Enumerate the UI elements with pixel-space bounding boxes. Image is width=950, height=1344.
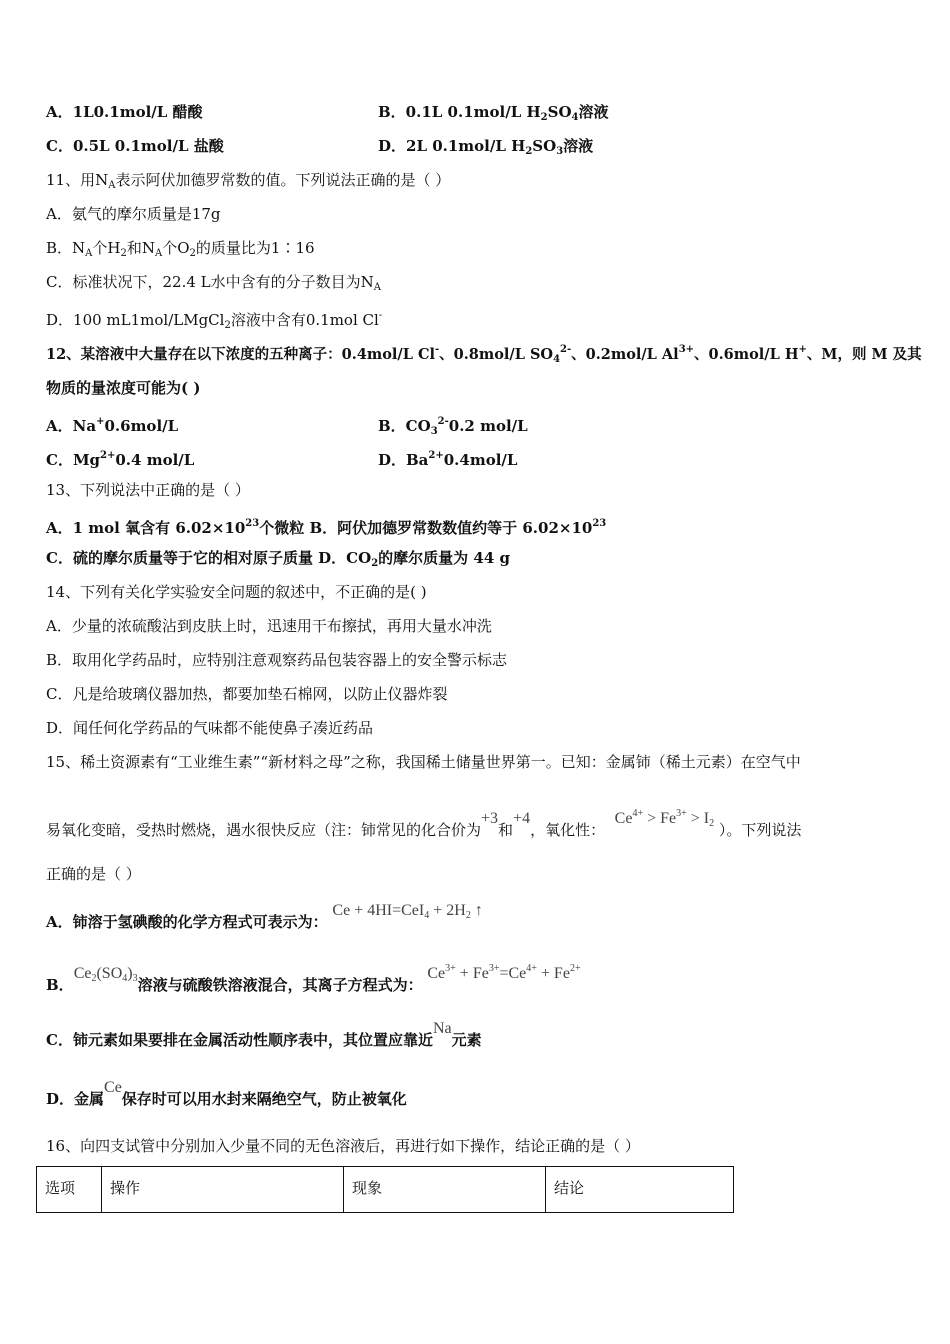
- ionic-equation-b: $Ce^{3+} + Fe^{3+}=Ce^{4+} + Fe^{2+}$: [427, 963, 581, 982]
- q13-stem: 13、下列说法中正确的是（ ）: [46, 481, 250, 499]
- q15-option-d: D．金属Ce保存时可以用水封来隔绝空气，防止被氧化: [46, 1079, 407, 1108]
- header-conclusion: 结论: [546, 1167, 734, 1213]
- q14-option-d: D．闻任何化学药品的气味都不能使鼻子凑近药品: [46, 719, 374, 737]
- q15-stem-3: 正确的是（ ）: [46, 865, 141, 883]
- q10-option-b: B．0.1L 0.1mol/L $H_2SO_4$溶液: [378, 103, 609, 123]
- q15-option-c: C．铈元素如果要排在金属活动性顺序表中，其位置应靠近Na元素: [46, 1020, 482, 1049]
- q16-table: [36, 1166, 734, 1213]
- q12-option-c: C．$Mg^{2+}0.4$ mol/L: [46, 450, 195, 469]
- q11-option-a: A．氨气的摩尔质量是17g: [46, 205, 221, 223]
- q11-option-b: B．$N_A$个$H_2$和$N_A$个$O_2$的质量比为1∶16: [46, 239, 315, 259]
- q11-option-c: C．标准状况下，22.4 L水中含有的分子数目为$N_A$: [46, 273, 381, 293]
- q14-stem: 14、下列有关化学实验安全问题的叙述中，不正确的是( ): [46, 583, 427, 601]
- q15-stem-2: 易氧化变暗，受热时燃烧，遇水很快反应（注：铈常见的化合价为+3和+4，氧化性： $Ce^{4+} > Fe^{3+} > I_2$ ）。下列说法: [46, 808, 802, 839]
- header-phenomenon: 现象: [344, 1167, 546, 1213]
- q12-option-b: B．$CO_3^{2-}0.2$ mol/L: [378, 416, 528, 437]
- q16-stem: 16、向四支试管中分别加入少量不同的无色溶液后，再进行如下操作，结论正确的是（ ）: [46, 1137, 640, 1155]
- oxidizing-order-formula: $Ce^{4+} > Fe^{3+} > I_2$: [614, 808, 715, 829]
- q12-option-d: D．$Ba^{2+}0.4mol/L$: [378, 450, 518, 469]
- sodium-symbol: Na: [432, 1020, 452, 1037]
- q10-option-d: D．2L 0.1mol/L $H_2SO_3$溶液: [378, 137, 594, 157]
- q14-option-c: C．凡是给玻璃仪器加热，都要加垫石棉网，以防止仪器炸裂: [46, 685, 448, 703]
- valence-plus4: +4: [513, 810, 531, 827]
- q10-option-a: A．1L0.1mol/L 醋酸: [46, 103, 203, 121]
- q11-stem: 11、用$N_A$表示阿伏加德罗常数的值。下列说法正确的是（ ）: [46, 171, 451, 191]
- valence-plus3: +3: [481, 810, 499, 827]
- equation-a: $Ce + 4HI=CeI_4 + 2H_2$ ↑: [332, 902, 483, 921]
- table-header-row: [37, 1167, 734, 1213]
- header-operation: 操作: [102, 1167, 344, 1213]
- cerium-sulfate-formula: $Ce_2(SO_4)_3$: [73, 965, 138, 984]
- q12-option-a: A．Na+0.6mol/L: [46, 416, 179, 435]
- q15-option-b: B．$Ce_2(SO_4)_3$溶液与硫酸铁溶液混合，其离子方程式为： $Ce^{3+} + Fe^{3+}=Ce^{4+} + Fe^{2+}$: [46, 963, 581, 994]
- q14-option-b: B．取用化学药品时，应特别注意观察药品包装容器上的安全警示标志: [46, 651, 508, 669]
- q15-option-a: A．铈溶于氢碘酸的化学方程式可表示为： $Ce + 4HI=CeI_4 + 2H_2$ ↑: [46, 902, 483, 931]
- q10-option-c: C．0.5L 0.1mol/L 盐酸: [46, 137, 224, 155]
- cerium-symbol: Ce: [104, 1079, 122, 1096]
- q12-stem: 12、某溶液中大量存在以下浓度的五种离子：0.4mol/L Cl-、0.8mol/L $SO_4^{2-}$、0.2mol/L $Al^{3+}$、0.6mol/L H+、M，则 M 及其: [46, 344, 922, 365]
- q13-options-ab: A．1 mol 氧含有 $6.02\times 10^{23}$个微粒 B．阿伏加德罗常数数值约等于 $6.02\times 10^{23}$: [46, 518, 607, 537]
- q13-options-cd: C．硫的摩尔质量等于它的相对原子质量 D．$CO_2$的摩尔质量为 44 g: [46, 549, 510, 569]
- header-option: 选项: [37, 1167, 102, 1213]
- q15-stem-1: 15、稀土资源素有“工业维生素”“新材料之母”之称，我国稀土储量世界第一。已知：金属铈（稀土元素）在空气中: [46, 753, 801, 771]
- q11-option-d: D．100 mL1mol/LMgCl$_2$溶液中含有0.1mol Cl-: [46, 310, 383, 331]
- q14-option-a: A．少量的浓硫酸沾到皮肤上时，迅速用干布擦拭，再用大量水冲洗: [46, 617, 492, 635]
- q12-stem-cont: 物质的量浓度可能为( ): [46, 379, 201, 397]
